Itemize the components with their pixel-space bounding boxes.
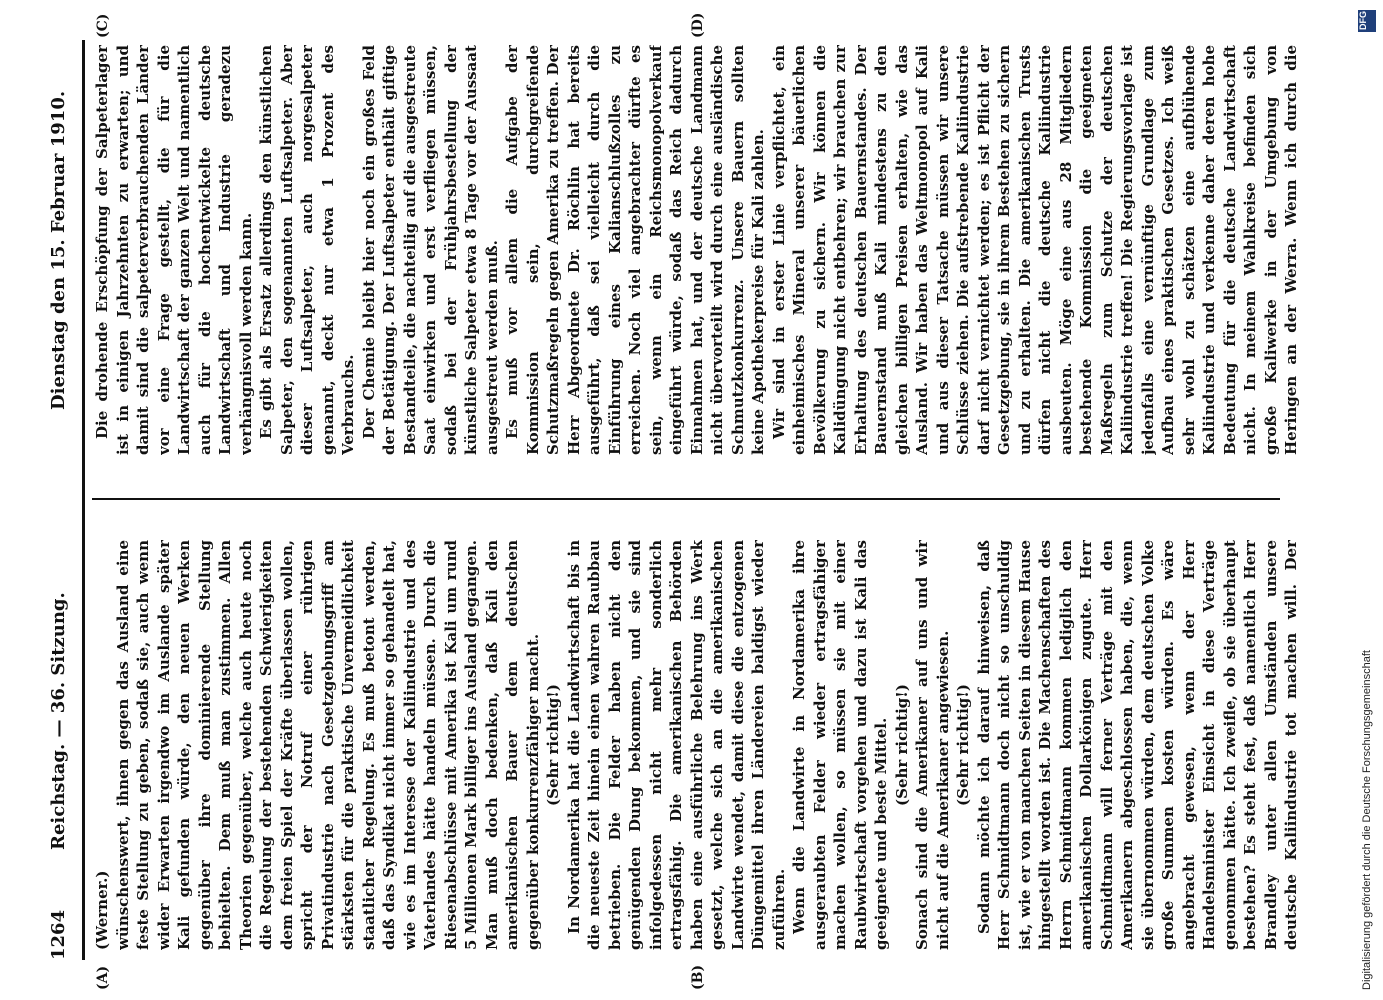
header-rule [82, 40, 85, 960]
paragraph: In Nordamerika hat die Landwirtschaft bis in die neueste Zeit hinein einen wahren Raubbau betrieben. Die Felder haben nicht den genügenden Dung bekommen, und sie sind infolgedessen nicht mehr sonderlich ertragsfähig. Die amerikanischen Behörden haben eine ausführliche Belehrung ins Werk gesetzt, welche sich an die amerikanischen Landwirte wendet, damit diese die entzogenen Düngemittel ihren Ländereien baldigst wieder zuführen. [564, 540, 788, 950]
paragraph: Sodann möchte ich darauf hinweisen, daß Herr Schmidtmann doch nicht so unschuldig ist, wie er von manchen Seiten in diesem Hause hingestellt worden ist. Die Machenschaften des Herrn Schmidtmann kommen lediglich den amerikanischen Dollarkönigen zugute. Herr Schmidtmann will ferner Verträge mit den Amerikanern abgeschlossen haben, die, wenn sie übernommen würden, dem deutschen Volke große Summen kosten würden. Es wäre angebracht gewesen, wenn der Herr Handelsminister Einsicht in diese Verträge genommen hätte. Ich zweifle, ob sie überhaupt bestehen? Es steht fest, daß namentlich Herr Brandley unter allen Umständen unsere deutsche Kaliindustrie tot machen will. Der [974, 540, 1300, 950]
paragraph: Es gibt als Ersatz allerdings den künstlichen Salpeter, den sogenannten Luftsalpeter. Aber dieser Luftsalpeter, auch norgesalpeter genannt, deckt nur etwa 1 Prozent des Verbrauchs. [257, 45, 357, 455]
margin-marker-a: (A) [95, 965, 111, 990]
dfg-credit-text: Digitalisierung gefördert durch die Deutsche Forschungsgemeinschaft [1361, 650, 1373, 990]
paragraph: Wenn die Landwirte in Nordamerika ihre ausgeraubten Felder wieder ertragsfähiger machen wollen, so müssen sie mit einer Raubwirtschaft vorgehen und dazu ist Kali das geeignete und beste Mittel. [790, 540, 890, 950]
left-column [92, 540, 1300, 950]
header-right: Dienstag den 15. Februar 1910. [48, 90, 69, 410]
dfg-credit [1356, 10, 1378, 990]
right-column [92, 45, 1300, 455]
paragraph: Sonach sind die Amerikaner auf uns und wir nicht auf die Amerikaner angewiesen. [913, 540, 952, 950]
margin-marker-b: (B) [690, 964, 706, 990]
margin-marker-d: (D) [690, 12, 706, 38]
dfg-logo: DFG [1358, 10, 1376, 32]
interjection: (Sehr richtig!) [954, 684, 972, 806]
paragraph: Die drohende Erschöpfung der Salpeterlager ist in einigen Jahrzehnten zu erwarten; und damit sind die salpeterverbrauchenden Länder vor eine Frage gestellt, die für die Landwirtschaft der ganzen Welt und namentlich auch für die hochentwickelte deutsche Landwirtschaft und Industrie geradezu verhängnisvoll werden kann. [93, 45, 255, 455]
speaker-tag: (Werner.) [93, 870, 111, 950]
interjection: (Sehr richtig!) [544, 684, 562, 806]
paragraph: Wir sind in erster Linie verpflichtet, ein einheimisches Mineral unserer bäuerlichen Bevölkerung zu sichern. Wir können die Kalidüngung nicht entbehren; wir brauchen zur Erhaltung des deutschen Bauernstandes. Der Bauernstand muß Kali mindestens zu den gleichen billigen Preisen erhalten, wie das Ausland. Wir haben das Weltmonopol auf Kali und aus dieser Tatsache müssen wir unsere Schlüsse ziehen. Die aufstrebende Kaliindustrie darf nicht vernichtet werden; es ist Pflicht der Gesetzgebung, sie in ihrem Bestehen zu sichern und zu erhalten. Die amerikanischen Trusts dürfen nicht die deutsche Kaliindustrie ausbeuten. Möge eine aus 28 Mitgliedern bestehende Kommission die geeigneten Maßregeln zum Schutze der deutschen Kaliindustrie treffen! Die Regierungsvorlage ist jedenfalls eine vernünftige Grundlage zum Aufbau eines praktischen Gesetzes. Ich weiß sehr wohl zu schätzen eine aufblühende Kaliindustrie und verkenne daher deren hohe Bedeutung für die deutsche Landwirtschaft nicht. In meinem Wahlkreise befinden sich große Kaliwerke in der Umgebung von Heringen an der Werra. Wenn ich durch die [769, 45, 1300, 455]
paragraph: Es muß vor allem die Aufgabe der Kommission sein, durchgreifende Schutzmaßregeln gegen Amerika zu treffen. Der Herr Abgeordnete Dr. Röchlin hat bereits ausgeführt, daß sei vielleicht durch die Einführung eines Kalianschlußzolles zu erreichen. Noch viel angebrachter dürfte es sein, wenn ein Reichsmonopolverkauf eingeführt würde, sodaß das Reich dadurch Einnahmen hat, und der deutsche Landmann nicht übervorteilt wird durch eine ausländische Schmutzkonkurrenz. Unsere Bauern sollten keine Apothekerpreise für Kali zahlen. [503, 45, 767, 455]
paragraph: wünschenswert, ihnen gegen das Ausland eine feste Stellung zu geben, sodaß sie, auch wenn wider Erwarten irgendwo im Auslande später Kali gefunden würde, den neuen Werken gegenüber ihre dominierende Stellung behielten. Dem muß man zustimmen. Allen Theorien gegenüber, welche auch heute noch die Regelung der bestehenden Schwierigkeiten dem freien Spiel der Kräfte überlassen wollen, spricht der Notruf einer rührigen Privatindustrie nach Gesetzgebungsgriff am stärksten für die praktische Unvermeidlichkeit staatlicher Regelung. Es muß betont werden, daß das Syndikat nicht immer so gehandelt hat, wie es im Interesse der Kaliindustrie und des Vaterlandes hätte handeln müssen. Durch die Riesenabschlüsse mit Amerika ist Kali um rund 5 Millionen Mark billiger ins Ausland gegangen. Man muß doch bedenken, daß Kali den amerikanischen Bauer dem deutschen gegenüber konkurrenzfähiger macht. [113, 540, 542, 950]
paragraph: Der Chemie bleibt hier noch ein großes Feld der Betätigung. Der Luftsalpeter enthält giftige Bestandteile, die nachteilig auf die ausgestreute Saat einwirken und erst verfliegen müssen, sodaß bei der Frühjahrsbestellung der künstliche Salpeter etwa 8 Tage vor der Aussaat ausgestreut werden muß. [359, 45, 501, 455]
margin-marker-c: (C) [95, 13, 111, 38]
header-left: Reichstag. — 36. Sitzung. [48, 592, 69, 850]
page-number: 1264 [48, 909, 69, 960]
interjection: (Sehr richtig!) [892, 684, 911, 806]
column-divider [92, 498, 1280, 500]
